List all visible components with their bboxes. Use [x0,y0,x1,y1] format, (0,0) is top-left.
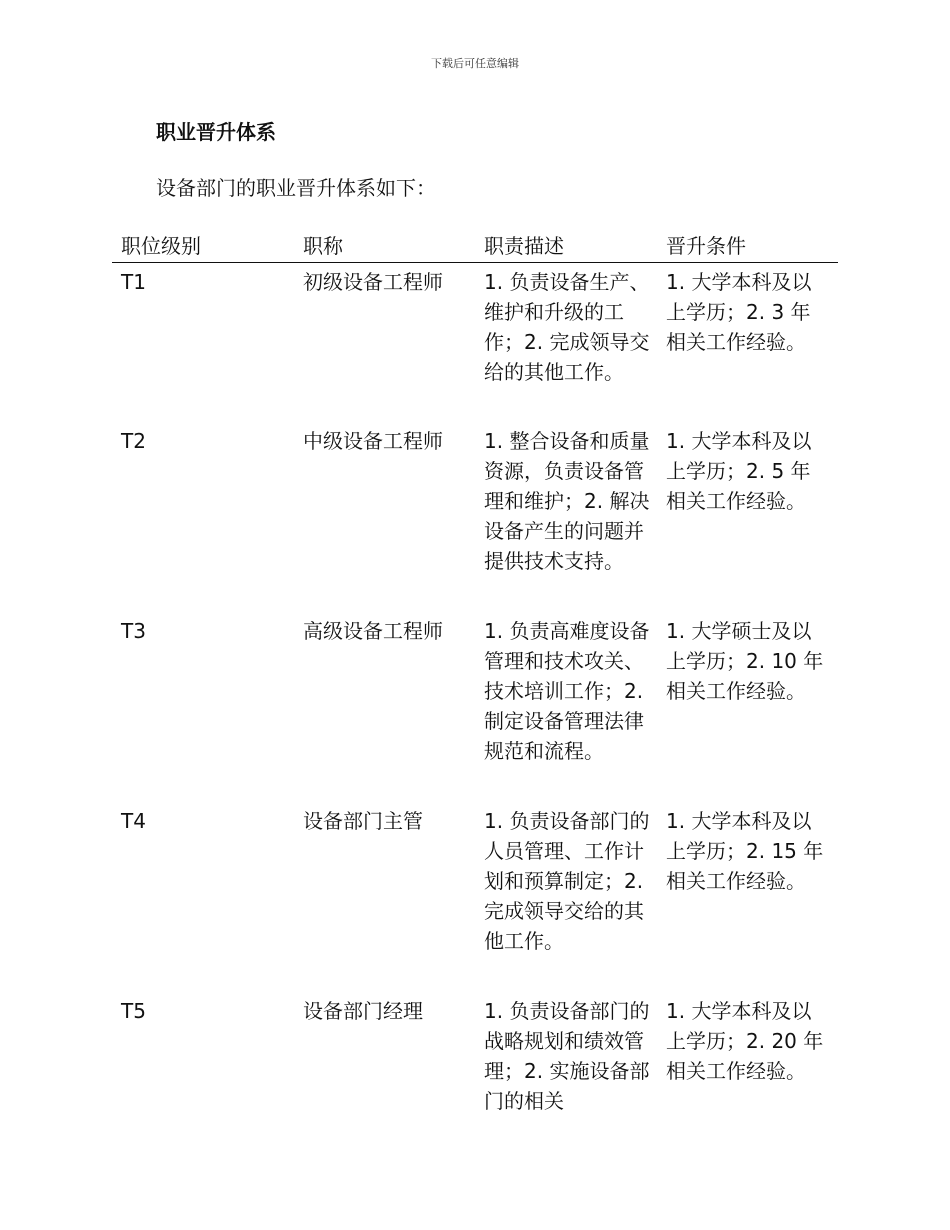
cell-requirements: 1. 大学本科及以上学历；2. 5 年相关工作经验。 [666,429,812,513]
cell-level: T5 [121,999,146,1023]
table-row [112,992,838,1136]
cell-title: 中级设备工程师 [303,429,443,453]
cell-requirements: 1. 大学本科及以上学历；2. 20 年相关工作经验。 [666,999,824,1083]
cell-title: 高级设备工程师 [303,619,443,643]
table-row [112,263,838,422]
cell-duties: 1. 整合设备和质量资源，负责设备管理和维护；2. 解决设备产生的问题并提供技术支持。 [484,429,650,573]
table-row [112,422,838,612]
cell-title: 设备部门经理 [303,999,423,1023]
cell-title: 设备部门主管 [303,809,423,833]
cell-title: 初级设备工程师 [303,270,443,294]
cell-duties: 1. 负责设备生产、维护和升级的工作；2. 完成领导交给的其他工作。 [484,270,650,384]
table-header-row [112,232,838,263]
cell-level: T3 [121,619,146,643]
cell-requirements: 1. 大学本科及以上学历；2. 3 年相关工作经验。 [666,270,812,354]
cell-duties: 1. 负责设备部门的人员管理、工作计划和预算制定；2. 完成领导交给的其他工作。 [484,809,650,953]
cell-duties: 1. 负责高难度设备管理和技术攻关、技术培训工作；2. 制定设备管理法律规范和流程。 [484,619,650,763]
column-header-requirements: 晋升条件 [666,234,746,258]
cell-requirements: 1. 大学硕士及以上学历；2. 10 年相关工作经验。 [666,619,824,703]
cell-level: T2 [121,429,146,453]
page-header-note: 下载后可任意编辑 [431,57,519,70]
intro-paragraph: 设备部门的职业晋升体系如下： [156,176,436,200]
column-header-level: 职位级别 [121,234,201,258]
cell-level: T1 [121,270,146,294]
cell-duties: 1. 负责设备部门的战略规划和绩效管理；2. 实施设备部门的相关 [484,999,650,1113]
column-header-duties: 职责描述 [484,234,564,258]
table-row [112,612,838,802]
section-title: 职业晋升体系 [156,120,276,144]
promotion-table [112,232,838,1136]
cell-requirements: 1. 大学本科及以上学历；2. 15 年相关工作经验。 [666,809,824,893]
table-row [112,802,838,992]
column-header-title: 职称 [303,234,343,258]
cell-level: T4 [121,809,146,833]
